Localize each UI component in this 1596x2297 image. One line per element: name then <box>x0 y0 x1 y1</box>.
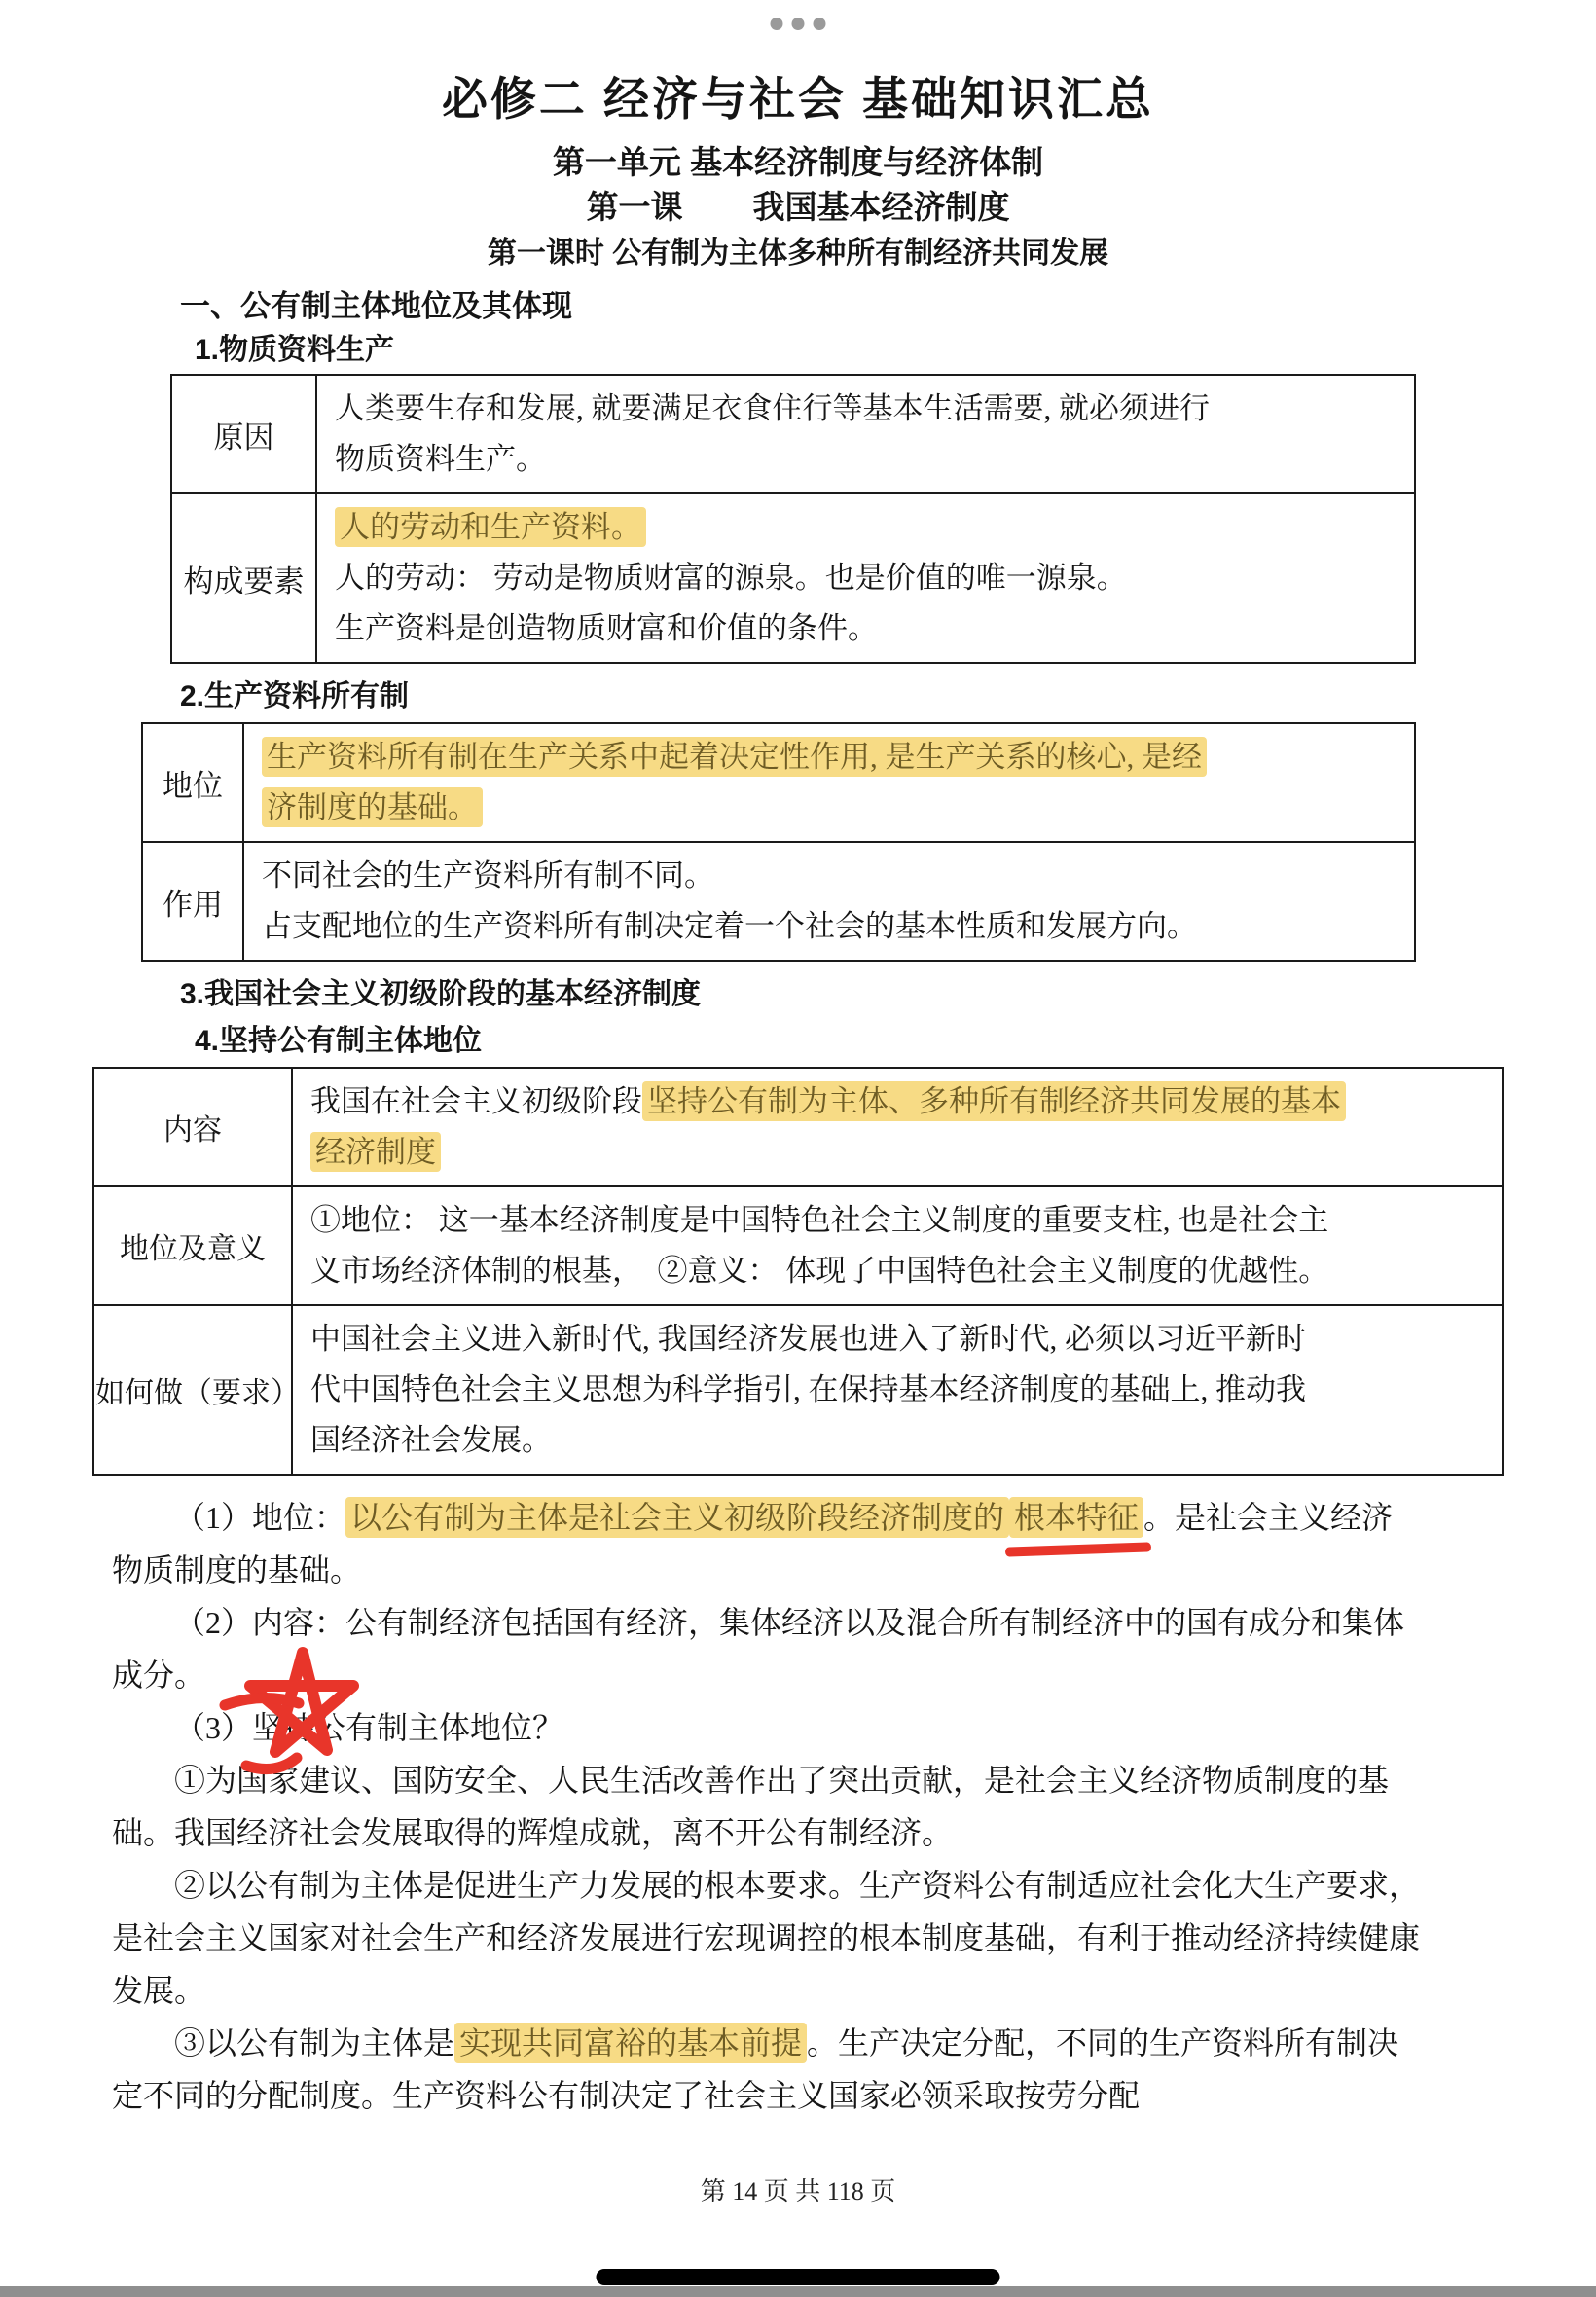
paragraph-1 <box>112 1491 1421 1596</box>
row-content-cell <box>292 1305 1503 1475</box>
plain-text: ③以公有制为主体是 <box>174 2025 455 2060</box>
row-content-cell <box>316 375 1415 493</box>
document-title: 必修二 经济与社会 基础知识汇总 <box>441 73 1155 125</box>
content-line: 国经济社会发展。 <box>310 1423 552 1457</box>
table-row <box>142 842 1415 961</box>
content-line: 中国社会主义进入新时代, 我国经济发展也进入了新时代, 必须以习近平新时 <box>310 1322 1306 1356</box>
row-content-cell <box>243 723 1415 842</box>
row-label-cell: 作用 <box>142 842 243 961</box>
content-line <box>310 1127 1492 1178</box>
table-basic-economic-system <box>92 1067 1504 1476</box>
highlighted-text: 坚持公有制为主体、多种所有制经济共同发展的基本 <box>642 1081 1346 1121</box>
content-line: 物质资料生产。 <box>335 442 546 476</box>
content-line <box>310 1076 1492 1127</box>
subsection-heading-2: 2.生产资料所有制 <box>180 680 410 712</box>
content-line: ①地位： 这一基本经济制度是中国特色社会主义制度的重要支柱, 也是社会主 <box>310 1203 1329 1237</box>
plain-text: 。是社会主义经济物质制度的基础。 <box>112 1500 1394 1587</box>
row-label-cell: 地位及意义 <box>93 1186 292 1305</box>
row-label-cell: 构成要素 <box>171 493 316 663</box>
page-number-footer: 第 14 页 共 118 页 <box>700 2177 896 2206</box>
content-line <box>335 502 1404 553</box>
section-heading-1: 一、公有制主体地位及其体现 <box>180 289 572 323</box>
highlighted-text: 以公有制为主体是社会主义初级阶段经济制度的 <box>345 1497 1009 1538</box>
paragraph-6 <box>112 2017 1421 2122</box>
table-row <box>142 723 1415 842</box>
paragraph-5: ②以公有制为主体是促进生产力发展的根本要求。生产资料公有制适应社会化大生产要求，是社会主义国家对社会生产和经济发展进行宏现调控的根本制度基础，有利于推动经济持续健康发展。 <box>112 1868 1421 2008</box>
bottom-edge-strip <box>0 2286 1596 2297</box>
table-row <box>171 375 1415 493</box>
highlighted-text: 生产资料所有制在生产关系中起着决定性作用, 是生产关系的核心, 是经 <box>262 737 1207 777</box>
row-content-cell <box>292 1186 1503 1305</box>
highlighted-text: 人的劳动和生产资料。 <box>335 507 646 547</box>
table-row <box>171 493 1415 663</box>
content-line <box>262 732 1404 783</box>
content-line: 代中国特色社会主义思想为科学指引, 在保持基本经济制度的基础上, 推动我 <box>310 1372 1306 1406</box>
highlighted-text: 济制度的基础。 <box>262 787 483 827</box>
content-line: 生产资料是创造物质财富和价值的条件。 <box>335 611 878 645</box>
content-line: 占支配地位的生产资料所有制决定着一个社会的基本性质和发展方向。 <box>262 909 1197 943</box>
lesson-label: 第一课 <box>586 189 683 225</box>
highlighted-text: 实现共同富裕的基本前提 <box>454 2023 807 2063</box>
subsection-heading-3: 3.我国社会主义初级阶段的基本经济制度 <box>180 978 702 1010</box>
content-line <box>262 783 1404 833</box>
content-line: 不同社会的生产资料所有制不同。 <box>262 858 714 893</box>
row-content-cell <box>316 493 1415 663</box>
period-heading: 第一课时 公有制为主体多种所有制经济共同发展 <box>487 237 1109 270</box>
row-label-cell: 内容 <box>93 1068 292 1186</box>
highlighted-underlined-text: 根本特征 <box>1009 1497 1143 1538</box>
row-label-cell: 地位 <box>142 723 243 842</box>
paragraph-4: ①为国家建议、国防安全、人民生活改善作出了突出贡献，是社会主义经济物质制度的基础。我国经济社会发展取得的辉煌成就，离不开公有制经济。 <box>112 1763 1390 1850</box>
paragraph-3 <box>112 1701 1421 1754</box>
paragraph-2: （2）内容：公有制经济包括国有经济，集体经济以及混合所有制经济中的国有成分和集体成分。 <box>112 1605 1405 1693</box>
row-content-cell <box>292 1068 1503 1186</box>
content-line: 人类要生存和发展, 就要满足衣食住行等基本生活需要, 就必须进行 <box>335 391 1210 425</box>
unit-heading: 第一单元 基本经济制度与经济体制 <box>552 144 1044 180</box>
plain-text: （3）坚持公有制主体地位？ <box>174 1710 564 1745</box>
row-content-cell <box>243 842 1415 961</box>
table-row <box>93 1305 1503 1475</box>
highlighted-text: 经济制度 <box>310 1132 441 1172</box>
table-ownership-of-means <box>141 722 1416 962</box>
plain-text: 。生产决定分配，不同的生产资料所有制决定不同的分配制度。生产资料公有制决定了社会主义国家必领采取按劳分配 <box>112 2025 1399 2113</box>
content-line: 人的劳动： 劳动是物质财富的源泉。也是价值的唯一源泉。 <box>335 561 1127 595</box>
row-label-cell: 原因 <box>171 375 316 493</box>
dot <box>814 18 826 30</box>
plain-text: （1）地位： <box>174 1500 346 1535</box>
table-row <box>93 1068 1503 1186</box>
subsection-heading-1: 1.物质资料生产 <box>195 334 395 366</box>
dot <box>792 18 805 30</box>
dot <box>771 18 783 30</box>
lesson-title: 我国基本经济制度 <box>752 189 1010 225</box>
plain-text: 我国在社会主义初级阶段 <box>310 1084 642 1118</box>
row-label-cell: 如何做（要求） <box>93 1305 292 1475</box>
home-indicator[interactable] <box>597 2269 1000 2285</box>
content-line: 义市场经济体制的根基， ②意义： 体现了中国特色社会主义制度的优越性。 <box>310 1254 1329 1288</box>
lesson-heading <box>0 185 1596 230</box>
more-options-icon[interactable] <box>771 18 826 30</box>
subsection-heading-4: 4.坚持公有制主体地位 <box>195 1025 483 1057</box>
table-row <box>93 1186 1503 1305</box>
table-material-production <box>170 374 1416 664</box>
